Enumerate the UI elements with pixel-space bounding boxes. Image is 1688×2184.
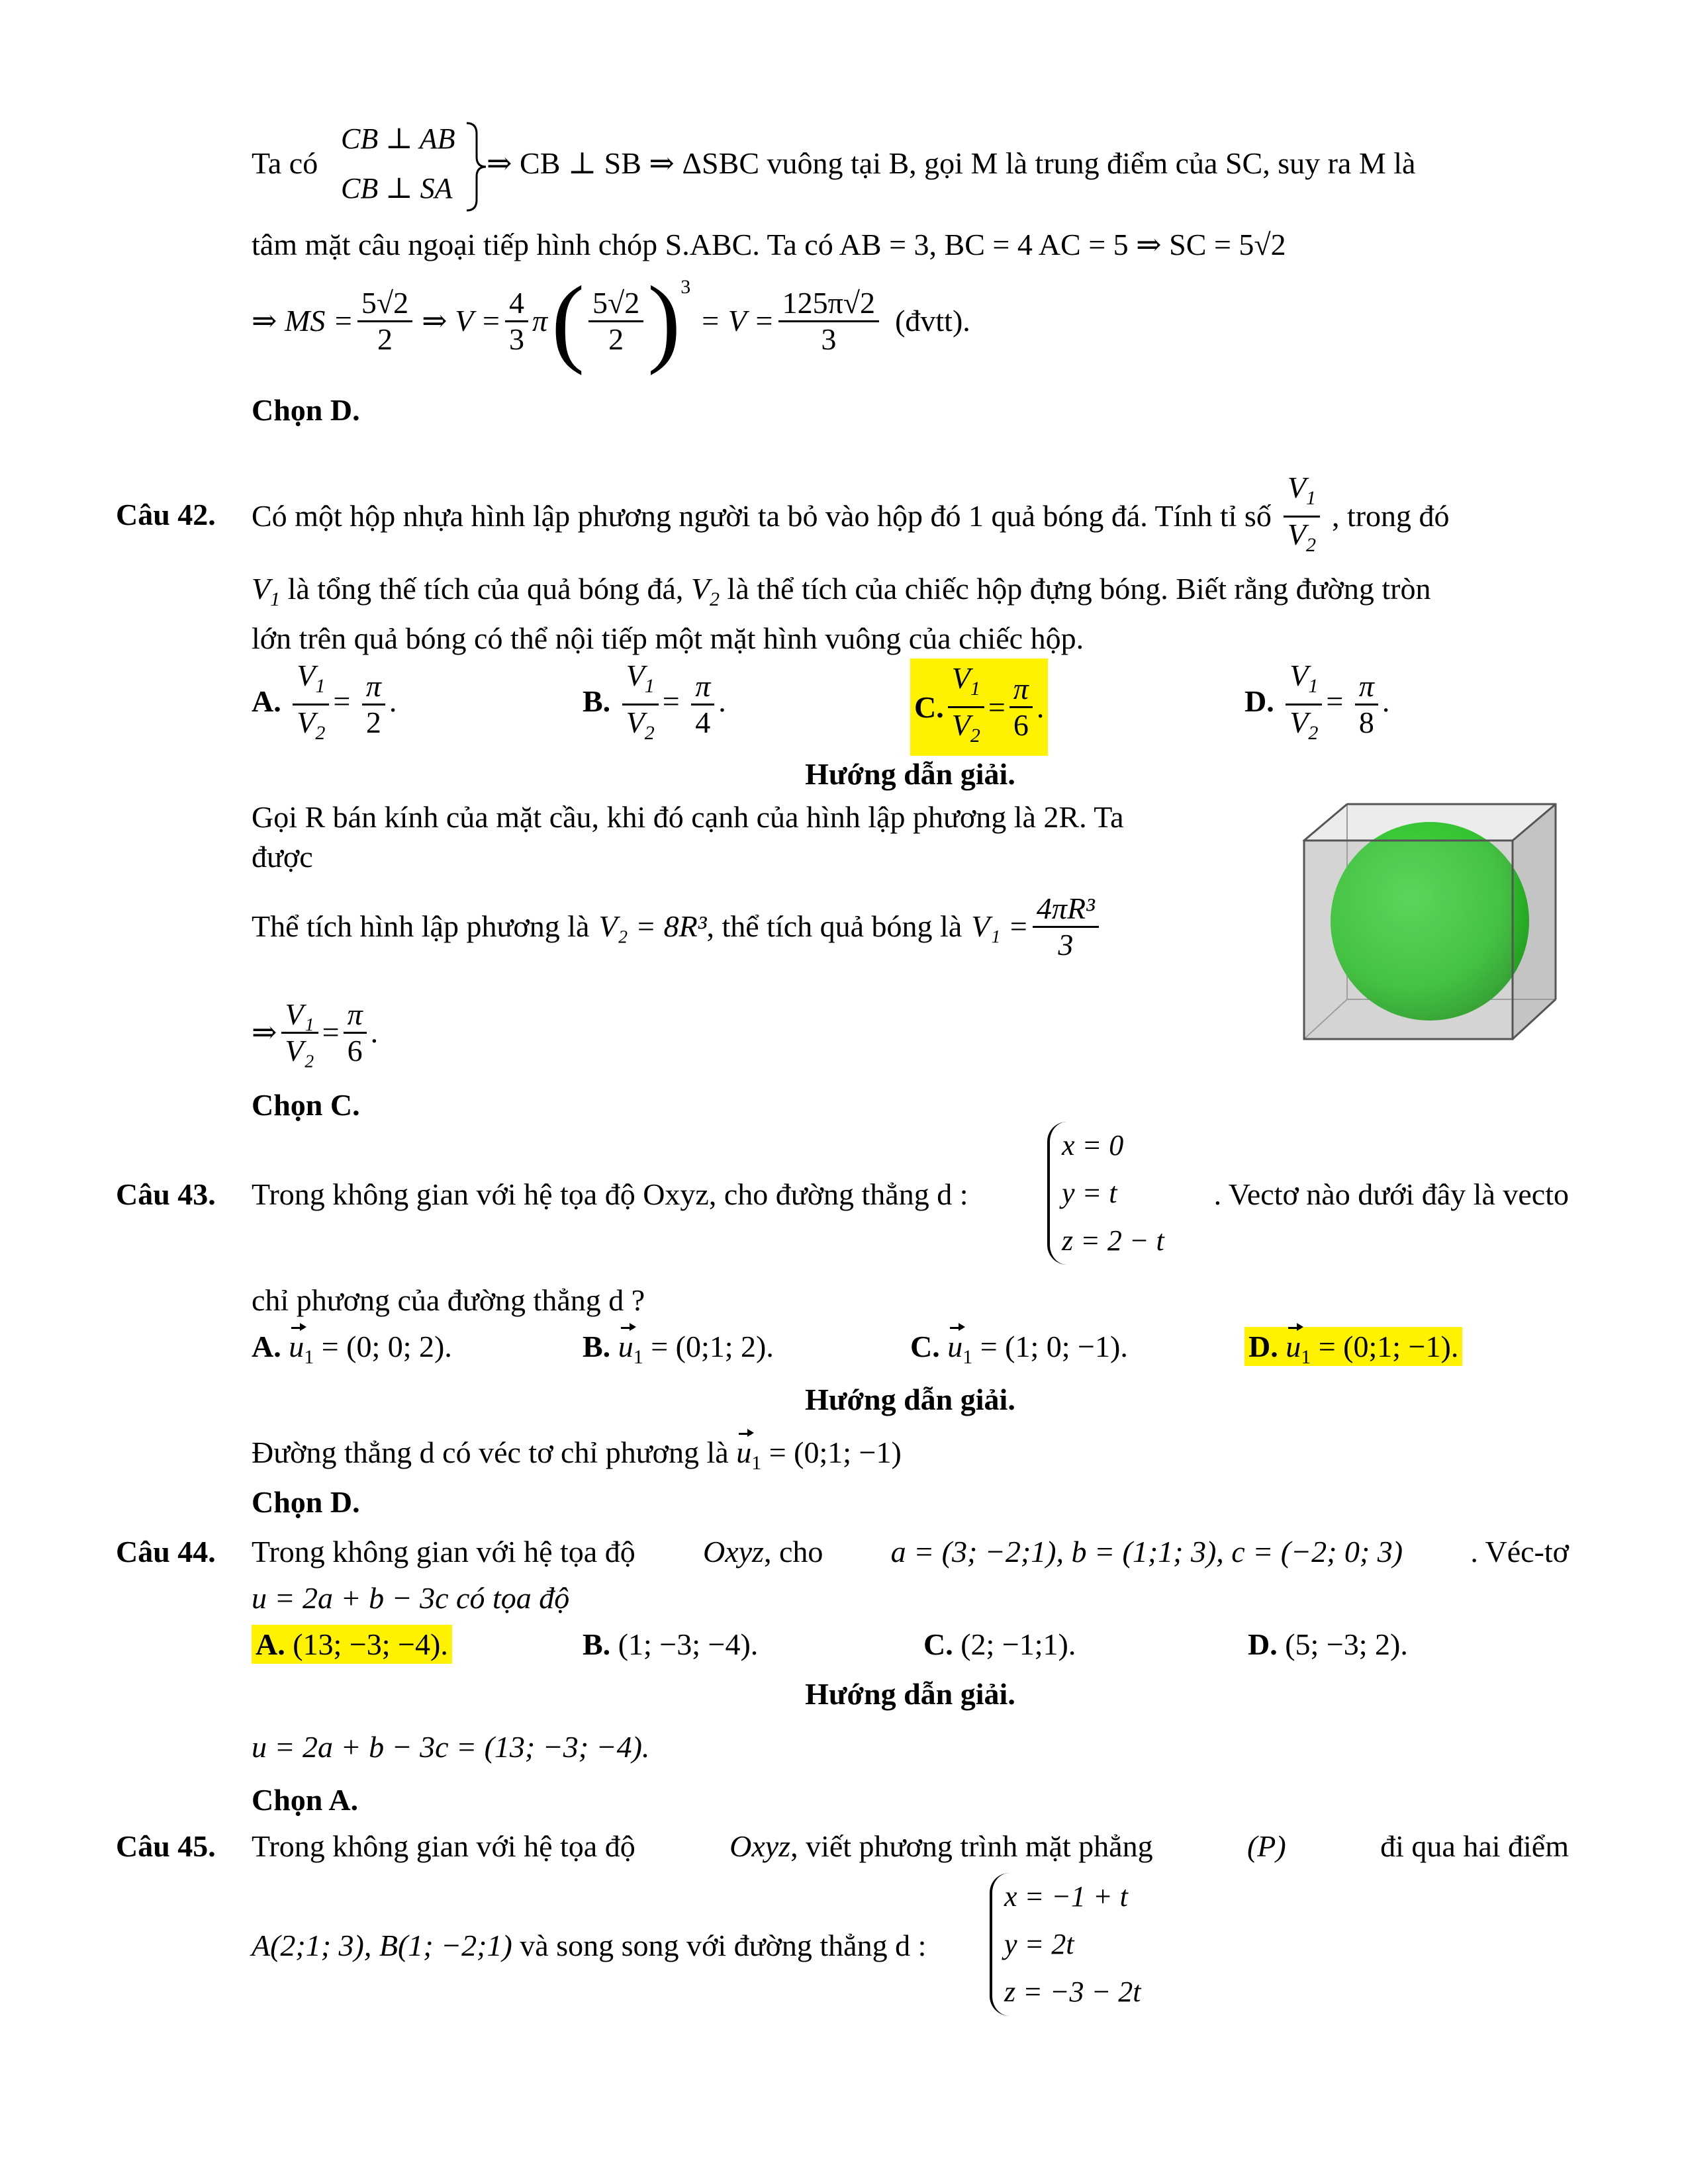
q45-text-2a: A(2;1; 3), B(1; −2;1) xyxy=(252,1929,512,1962)
q44-line-1 xyxy=(252,1532,1569,1572)
intro-four: 4 xyxy=(505,286,528,322)
q43-option-a-value: = (0; 0; 2). xyxy=(321,1330,452,1363)
intro-chon xyxy=(252,390,1569,430)
q42-sol2a: Thể tích hình lập phương là xyxy=(252,909,590,943)
intro-paren-num: 5√2 xyxy=(588,286,643,322)
q44-text-1e: . Véc-tơ xyxy=(1470,1535,1569,1569)
intro-line-2: tâm mặt câu ngoại tiếp hình chóp S.ABC. Ta có AB = 3, BC = 4 AC = 5 ⇒ SC = 5√2 xyxy=(252,228,1286,261)
q42-option-a-label: A. xyxy=(252,684,281,719)
q42-sol2c: , thể tích quả bóng là xyxy=(706,909,962,943)
q45-number: Câu 45. xyxy=(116,1829,216,1863)
q44-option-a-value: (13; −3; −4). xyxy=(293,1627,448,1661)
q43-chon xyxy=(252,1482,1569,1522)
q42-solution-line-1b: được xyxy=(252,840,313,874)
q43-text-1b: . Vectơ nào dưới đây là vecto xyxy=(1213,1177,1569,1211)
q43-option-d[interactable] xyxy=(1244,1327,1462,1377)
q45-text-1e: đi qua hai điểm xyxy=(1380,1829,1569,1863)
q43-option-c-vec-sub: 1 xyxy=(962,1346,973,1368)
q42-option-b[interactable]: B. $\frac{V_1}{V_2}$ = $\frac{\pi}{4}$ . xyxy=(583,659,726,744)
q44-option-c-value: (2; −1;1). xyxy=(961,1627,1076,1661)
q43-solution-value: = (0;1; −1) xyxy=(769,1435,902,1469)
q43-option-d-value: = (0;1; −1). xyxy=(1318,1330,1459,1363)
q43-option-d-vec-sub: 1 xyxy=(1301,1346,1311,1368)
q42-chon-label: Chọn xyxy=(252,1088,323,1122)
q42-v2-symbol: $V_2$ xyxy=(690,572,720,610)
q44-option-b-label: B. xyxy=(583,1627,611,1661)
q44-option-c[interactable] xyxy=(923,1625,1076,1664)
q44-option-d-label: D. xyxy=(1248,1627,1278,1661)
q45-text-1c: , viết phương trình mặt phẳng xyxy=(790,1829,1153,1863)
q45-sys-y: y = 2t xyxy=(1004,1928,1074,1960)
intro-chon-label: Chọn xyxy=(252,393,323,427)
q42-option-a-den: 2 xyxy=(365,705,381,739)
q44-text-2: u = 2a + b − 3c có tọa độ xyxy=(252,1581,570,1615)
intro-ms-left: ⇒ MS = xyxy=(252,304,353,338)
q42-sol3-eq: = xyxy=(322,1015,340,1049)
q42-chon-letter: C. xyxy=(330,1088,360,1122)
q44-option-a-label: A. xyxy=(256,1627,285,1661)
q43-solution-text: Đường thẳng d có véc tơ chỉ phương là xyxy=(252,1435,729,1469)
q43-option-b-value: = (0;1; 2). xyxy=(651,1330,774,1363)
q43-option-a-vec-sub: 1 xyxy=(304,1346,314,1368)
q42-text-2: là tổng thế tích của quả bóng đá, xyxy=(287,572,684,606)
intro-chon-letter: D. xyxy=(330,393,360,427)
q42-line-2 xyxy=(252,569,1569,619)
q42-line-1 xyxy=(252,470,1569,556)
q45-text-1b: Oxyz xyxy=(729,1829,791,1863)
q43-sys-y: y = t xyxy=(1062,1177,1117,1209)
q42-solution-line-2 xyxy=(252,890,1284,963)
q42-ratio-num: V xyxy=(1287,470,1306,504)
cube-sphere-figure xyxy=(1301,801,1566,1046)
q42-sol3-rden: 6 xyxy=(347,1033,363,1068)
q45-sys-x: x = −1 + t xyxy=(1004,1880,1128,1913)
q45-line-1 xyxy=(252,1827,1569,1866)
q43-option-d-label: D. xyxy=(1248,1330,1278,1363)
q43-option-b-label: B. xyxy=(583,1330,611,1363)
q43-chon-letter: D. xyxy=(330,1485,360,1519)
q43-option-a-label: A. xyxy=(252,1330,281,1363)
q42-text-2b: là thể tích của chiếc hộp đựng bóng. Biết rằng đường tròn xyxy=(727,572,1431,606)
q44-chon-label: Chọn xyxy=(252,1783,323,1817)
q45-text-2b: và song song với đường thẳng d : xyxy=(520,1929,927,1962)
intro-right-brace xyxy=(463,120,490,213)
q42-ratio-num-sub: 1 xyxy=(1305,486,1316,509)
q42-option-c[interactable]: C. $\frac{V_1}{V_2}$ = $\frac{\pi}{6}$ . xyxy=(910,659,1048,756)
q42-option-b-den: 4 xyxy=(695,705,711,739)
q44-option-d[interactable] xyxy=(1248,1625,1408,1664)
q42-option-c-den: 6 xyxy=(1013,708,1029,742)
q44-text-1d: a = (3; −2;1), b = (1;1; 3), c = (−2; 0; 3) xyxy=(890,1535,1403,1569)
q44-chon xyxy=(252,1780,1569,1820)
q42-sol3-num: V₁ xyxy=(281,997,318,1034)
q42-sol2d: V₁ = xyxy=(971,909,1029,943)
q43-option-b-vec: u xyxy=(618,1327,633,1367)
q42-option-d-den: 8 xyxy=(1358,705,1374,739)
intro-left-paren: ( xyxy=(551,266,585,376)
q42-sol2b: V₂ = 8R³ xyxy=(598,909,707,943)
q44-text-1b: Oxyz xyxy=(702,1535,764,1569)
intro-volume-line xyxy=(252,265,1569,377)
q42-solution-line-3: ⇒ $\frac{\text{V₁}}{\text{V₂}}$ = $\frac{\pi}{6}$ . xyxy=(252,997,379,1068)
intro-unit: (đvtt). xyxy=(895,304,970,338)
intro-system-row-1: CB ⊥ AB xyxy=(341,122,455,155)
intro-paren-den: 2 xyxy=(608,322,624,356)
intro-implies-text: ⇒ CB ⊥ SB ⇒ ΔSBC vuông tại B, gọi M là trung điểm của SC, suy ra M là xyxy=(487,146,1416,180)
q44-option-b[interactable] xyxy=(583,1625,758,1664)
q44-solution: u = 2a + b − 3c = (13; −3; −4). xyxy=(252,1730,650,1764)
q43-solution-vec: u xyxy=(736,1433,751,1473)
q43-option-c[interactable] xyxy=(910,1327,1128,1377)
q42-sol3-left: ⇒ xyxy=(252,1015,277,1049)
q44-text-1c: , cho xyxy=(763,1535,823,1569)
intro-ms-den: 2 xyxy=(377,322,393,356)
q42-option-b-label: B. xyxy=(583,684,611,719)
q42-sol2-num: 4πR³ xyxy=(1033,891,1099,928)
intro-four-thirds xyxy=(505,286,528,357)
q43-text-2: chỉ phương của đường thẳng d ? xyxy=(252,1283,645,1317)
q44-option-c-label: C. xyxy=(923,1627,953,1661)
q44-chon-letter: A. xyxy=(328,1783,359,1817)
q42-sol3-rnum: π xyxy=(344,997,367,1034)
q43-option-b-vec-sub: 1 xyxy=(633,1346,643,1368)
q42-ratio-den-sub: 2 xyxy=(1305,533,1316,556)
q42-option-d-label: D. xyxy=(1244,684,1274,719)
q42-line-3: lớn trên quả bóng có thể nội tiếp một mặt hình vuông của chiếc hộp. xyxy=(252,621,1084,655)
q42-text-1: Có một hộp nhựa hình lập phương người ta bỏ vào hộp đó 1 quả bóng đá. Tính tỉ số xyxy=(252,499,1272,533)
q43-text-1: Trong không gian với hệ tọa độ Oxyz, cho đường thẳng d : xyxy=(252,1177,968,1211)
q43-option-a-vec: u xyxy=(289,1327,304,1367)
intro-final-num: 125π√2 xyxy=(778,286,879,322)
intro-three: 3 xyxy=(509,322,525,356)
intro-pi: π xyxy=(532,304,548,338)
q45-sys-z: z = −3 − 2t xyxy=(1004,1976,1141,2008)
q42-option-a[interactable]: A. $\frac{V_1}{V_2}$ = $\frac{\pi}{2}$ . xyxy=(252,659,397,744)
q42-text-1b: , trong đó xyxy=(1331,499,1450,533)
q43-chon-label: Chọn xyxy=(252,1485,323,1519)
q42-sol3-den: V₂ xyxy=(285,1033,314,1068)
q42-v1-symbol: $V_1$ xyxy=(252,572,281,610)
q45-line-system xyxy=(990,1873,1141,2016)
q44-number: Câu 44. xyxy=(116,1535,216,1569)
q43-option-c-label: C. xyxy=(910,1330,940,1363)
q42-ratio-den: V xyxy=(1287,517,1306,551)
q43-solution xyxy=(252,1433,1569,1483)
q44-option-b-value: (1; −3; −4). xyxy=(618,1627,759,1661)
intro-paren-fraction xyxy=(588,286,643,357)
q43-option-b[interactable] xyxy=(583,1327,774,1377)
q43-option-c-value: = (1; 0; −1). xyxy=(980,1330,1128,1363)
intro-ta-co: Ta có xyxy=(252,146,318,180)
intro-v-eq-2: = V = xyxy=(700,304,774,338)
intro-final-den: 3 xyxy=(821,322,837,356)
q43-option-d-vec: u xyxy=(1286,1327,1301,1367)
q43-guide-heading: Hướng dẫn giải. xyxy=(805,1383,1015,1416)
q42-guide-heading: Hướng dẫn giải. xyxy=(805,757,1015,791)
q43-line-system xyxy=(1047,1122,1164,1265)
intro-exponent: 3 xyxy=(680,276,691,298)
q44-text-1a: Trong không gian với hệ tọa độ xyxy=(252,1535,635,1569)
q43-number: Câu 43. xyxy=(116,1177,216,1211)
intro-right-paren: ) xyxy=(647,266,681,376)
q45-line-2 xyxy=(252,1926,980,1966)
q44-option-a[interactable] xyxy=(252,1625,452,1664)
q43-solution-vec-sub: 1 xyxy=(751,1452,762,1474)
intro-final-fraction xyxy=(778,286,879,357)
intro-system-row-2: CB ⊥ SA xyxy=(341,172,453,205)
intro-ms-fraction xyxy=(357,286,412,357)
intro-v-eq: ⇒ V = xyxy=(422,304,502,338)
q44-option-d-value: (5; −3; 2). xyxy=(1285,1627,1408,1661)
q42-solution-line-1: Gọi R bán kính của mặt cầu, khi đó cạnh của hình lập phương là 2R. Ta xyxy=(252,800,1124,834)
q42-sol2-den: 3 xyxy=(1058,927,1074,962)
q45-text-1a: Trong không gian với hệ tọa độ xyxy=(252,1829,635,1863)
q43-sys-x: x = 0 xyxy=(1062,1129,1124,1161)
q42-chon xyxy=(252,1085,1569,1125)
q43-sys-z: z = 2 − t xyxy=(1062,1224,1164,1257)
q45-text-1d: (P) xyxy=(1246,1829,1286,1863)
q43-option-c-vec: u xyxy=(947,1327,962,1367)
q44-guide-heading: Hướng dẫn giải. xyxy=(805,1677,1015,1711)
q42-ratio xyxy=(1284,471,1320,563)
q42-number: Câu 42. xyxy=(116,498,216,531)
q42-option-c-label: C. xyxy=(914,690,944,724)
q42-option-d[interactable]: D. $\frac{V_1}{V_2}$ = $\frac{\pi}{8}$ . xyxy=(1244,659,1390,744)
intro-ms-num: 5√2 xyxy=(357,286,412,322)
q43-option-a[interactable] xyxy=(252,1327,452,1377)
